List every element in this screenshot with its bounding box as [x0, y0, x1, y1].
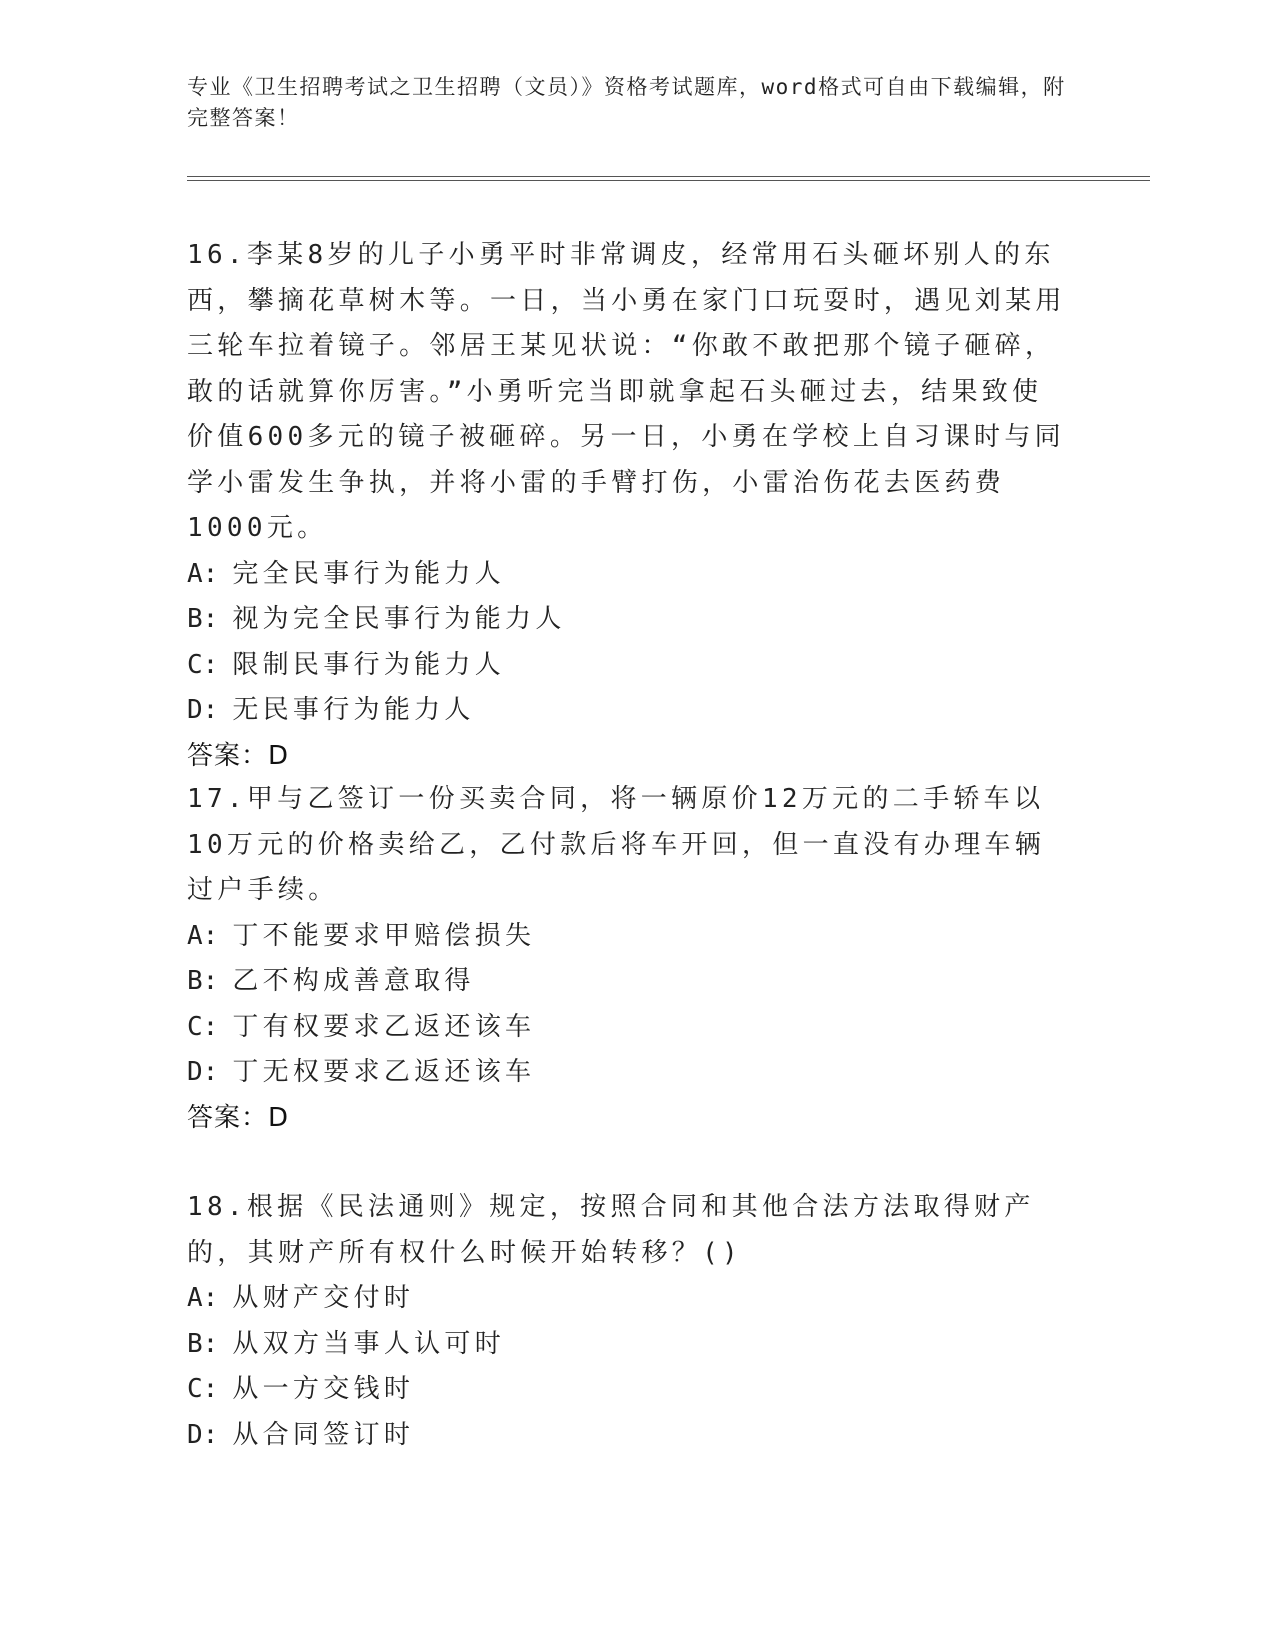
answer-line: 答案：D: [187, 1102, 290, 1133]
option-d: D: 无民事行为能力人: [187, 695, 475, 725]
header-divider: [187, 176, 1150, 181]
option-letter: A: [187, 1283, 203, 1313]
option-a: A: 丁不能要求甲赔偿损失: [187, 920, 536, 951]
option-letter: A: [187, 920, 203, 951]
option-text: 限制民事行为能力人: [232, 649, 506, 680]
option-text: 从合同签订时: [232, 1419, 415, 1450]
option-text: 乙不构成善意取得: [232, 966, 475, 996]
answer-line: 答案：D: [187, 740, 290, 771]
option-b: B: 从双方当事人认可时: [187, 1328, 506, 1359]
option-text: 从双方当事人认可时: [232, 1328, 506, 1359]
question-text: 16.李某8岁的儿子小勇平时非常调皮，经常用石头砸坏别人的东西，攀摘花草树木等。一日，当小勇在家门口玩耍时，遇见刘某用三轮车拉着镜子。邻居王某见状说：“你敢不敢把那个镜子砸碎，敢的话就算你厉害。”小勇听完当即就拿起石头砸过去，结果致使价值600多元的镜子被砸碎。另一日，小勇在学校上自习课时与同学小雷发生争执，并将小雷的手臂打伤，小雷治伤花去医药费1000元。: [187, 240, 1066, 543]
option-text: 无民事行为能力人: [232, 695, 475, 725]
option-text: 丁无权要求乙返还该车: [232, 1057, 536, 1087]
option-letter: B: [187, 966, 203, 996]
option-list: [187, 552, 1072, 734]
option-c: C: 从一方交钱时: [187, 1374, 415, 1404]
question-17: [187, 777, 1072, 1141]
option-text: 丁不能要求甲赔偿损失: [232, 920, 536, 951]
option-text: 从一方交钱时: [232, 1374, 415, 1404]
option-letter: A: [187, 558, 203, 589]
option-a: A: 完全民事行为能力人: [187, 558, 506, 589]
question-18: [187, 1185, 1072, 1458]
option-c: C: 限制民事行为能力人: [187, 649, 506, 680]
option-list: [187, 1276, 1072, 1458]
question-16: [187, 233, 1072, 779]
option-b: B: 视为完全民事行为能力人: [187, 604, 566, 634]
option-letter: C: [187, 1374, 203, 1404]
option-letter: B: [187, 1328, 203, 1359]
option-d: D: 从合同签订时: [187, 1419, 415, 1450]
option-a: A: 从财产交付时: [187, 1283, 415, 1313]
option-letter: C: [187, 1011, 203, 1042]
option-text: 视为完全民事行为能力人: [232, 604, 566, 634]
option-text: 从财产交付时: [232, 1283, 415, 1313]
option-letter: B: [187, 604, 203, 634]
option-text: 丁有权要求乙返还该车: [232, 1011, 536, 1042]
option-text: 完全民事行为能力人: [232, 558, 506, 589]
option-b: B: 乙不构成善意取得: [187, 966, 475, 996]
option-letter: D: [187, 1057, 203, 1087]
option-letter: D: [187, 695, 203, 725]
option-c: C: 丁有权要求乙返还该车: [187, 1011, 536, 1042]
option-letter: D: [187, 1419, 203, 1450]
option-d: D: 丁无权要求乙返还该车: [187, 1057, 536, 1087]
document-intro: 专业《卫生招聘考试之卫生招聘（文员）》资格考试题库，word格式可自由下载编辑，附完整答案！: [187, 75, 1066, 130]
option-list: [187, 914, 1072, 1096]
option-letter: C: [187, 649, 203, 680]
question-text: 17.甲与乙签订一份买卖合同，将一辆原价12万元的二手轿车以10万元的价格卖给乙，乙付款后将车开回，但一直没有办理车辆过户手续。: [187, 784, 1046, 905]
question-text: 18.根据《民法通则》规定，按照合同和其他合法方法取得财产的，其财产所有权什么时候开始转移？(): [187, 1192, 1035, 1268]
